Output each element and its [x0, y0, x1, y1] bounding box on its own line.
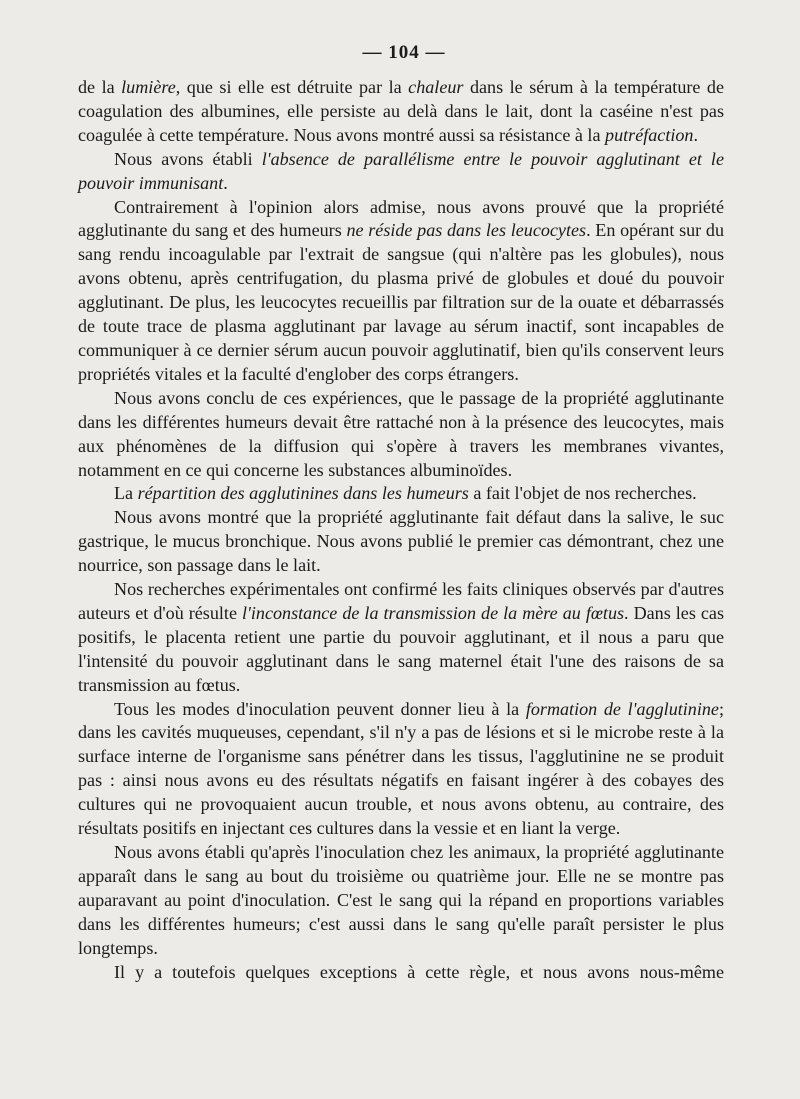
paragraph-p7 [78, 578, 724, 698]
italic-phrase: répartition des agglutinines dans les humeurs [137, 483, 469, 504]
italic-phrase: ne réside pas dans les leucocytes [346, 220, 587, 241]
text-run: Nous avons établi [114, 148, 262, 169]
text-run: , que si elle est détruite par la [175, 77, 409, 97]
paragraph-p3 [78, 196, 724, 387]
paragraph-p5 [78, 482, 724, 506]
italic-phrase: putréfaction [605, 124, 694, 145]
text-run: Il y a toutefois quelques exceptions à cette règle, et nous avons nous-même [114, 961, 724, 982]
italic-phrase: formation de l'agglutinine [525, 698, 719, 719]
italic-phrase: l'inconstance de la transmission de la mère au fœtus [242, 602, 625, 623]
text-run: . Dans les cas positifs, le placenta retient une partie du pouvoir agglutinant, et il nous a paru que l'intensité du pouvoir agglutinant dans le sang maternel était l'une des raisons de sa transmission au fœtus. [78, 602, 725, 695]
page-number: — 104 — [362, 42, 446, 63]
text-run: Contrairement à l'opinion alors admise, nous avons prouvé que la propriété agglutinante du sang et des humeurs [78, 196, 724, 241]
text-run: Nous avons conclu de ces expériences, que le passage de la propriété agglutinante dans les différentes humeurs devait être rattaché non à la présence des leucocytes, mais aux phénomènes de la diffusion qui s'opère à travers les membranes vivantes, notamment en ce qui concerne les substances albuminoïdes. [78, 387, 724, 480]
text-run: . [693, 124, 699, 145]
paragraph-p10 [78, 961, 724, 985]
text-run: . [223, 172, 228, 193]
body-text [78, 76, 724, 984]
text-run: Nous avons établi qu'après l'inoculation chez les animaux, la propriété agglutinante apparaît dans le sang au bout du troisième ou quatrième jour. Elle ne se montre pas auparavant au point d'inoculation. C'est le sang qui la répand en proportions variables dans les différentes humeurs; c'est aussi dans le sang qu'elle paraît persister le plus longtemps. [78, 842, 724, 958]
text-run: ; dans les cavités muqueuses, cependant, s'il n'y a pas de lésions et si le microbe reste à la surface interne de l'organisme sans pénétrer dans les tissus, l'agglutinine ne se produit pas : ainsi nous avons eu des résultats négatifs en faisant ingérer à des cobayes des cultures qui ne provoquaient aucun trouble, et nous avons obtenu, au contraire, des résultats positifs en injectant ces cultures dans la vessie et en liant la verge. [78, 698, 724, 839]
paragraph-p2 [78, 148, 724, 196]
text-run: a fait l'objet de nos recherches. [468, 483, 697, 504]
paragraph-p6 [78, 506, 724, 578]
italic-phrase: lumière [121, 77, 176, 97]
text-run: La [114, 483, 138, 504]
paragraph-p4 [78, 387, 724, 483]
italic-phrase: l'absence de parallélisme entre le pouvoir agglutinant et le pouvoir immunisant [78, 148, 724, 193]
text-run: . En opérant sur du sang rendu incoagulable par l'extrait de sangsue (qui n'altère pas les globules), nous avons obtenu, après centrifugation, du plasma privé de globules et doué du pouvoir agglutinant. De plus, les leucocytes recueillis par filtration sur de la ouate et débarrassés de toute trace de plasma agglutinant par lavage au sérum inactif, sont incapables de communiquer à ce dernier sérum aucun pouvoir agglutinatif, bien qu'ils conservent leurs propriétés vitales et la faculté d'englober des corps étrangers. [78, 220, 724, 384]
italic-phrase: chaleur [408, 77, 464, 97]
paragraph-p8 [78, 698, 724, 841]
paragraph-p9 [78, 841, 724, 961]
text-run: de la [78, 77, 122, 97]
text-run: Nous avons montré que la propriété agglutinante fait défaut dans la salive, le suc gastrique, le mucus bronchique. Nous avons publié le premier cas démontrant, chez une nourrice, son passage dans le lait. [78, 507, 724, 576]
text-run: dans le sérum à la température de coagulation des albumines, elle persiste au delà dans le lait, dont la caséine n'est pas coagulée à cette température. Nous avons montré aussi sa résistance à la [78, 77, 724, 145]
paragraph-p1 [78, 76, 724, 148]
text-run: Tous les modes d'inoculation peuvent donner lieu à la [114, 698, 526, 719]
text-run: Nos recherches expérimentales ont confirmé les faits cliniques observés par d'autres auteurs et d'où résulte [78, 579, 724, 623]
